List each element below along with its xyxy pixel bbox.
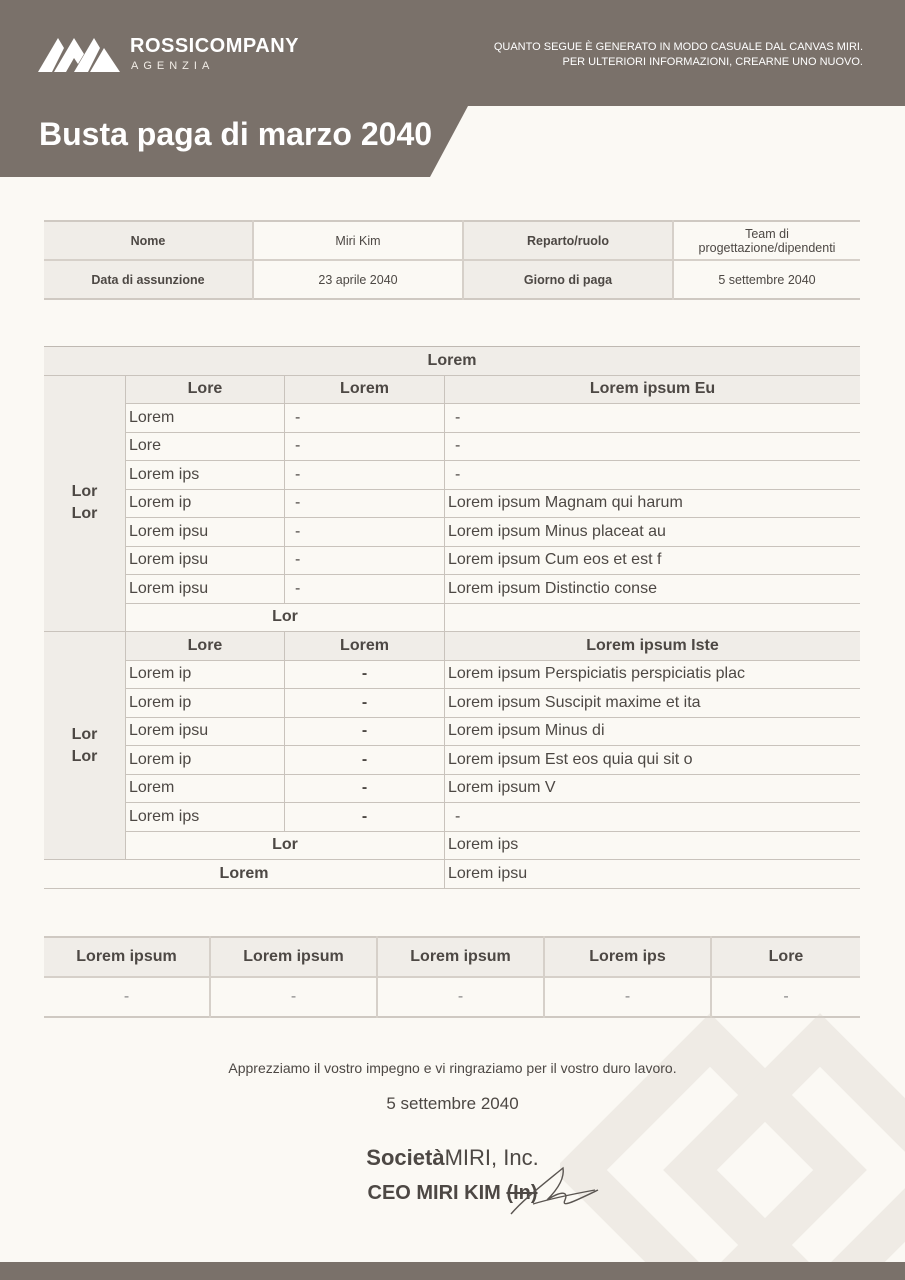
cell: - bbox=[445, 432, 861, 461]
cell: - bbox=[285, 518, 445, 547]
hire-date-value: 23 aprile 2040 bbox=[253, 260, 463, 299]
section-header-row bbox=[44, 375, 860, 404]
cell: Lorem ipsu bbox=[126, 546, 285, 575]
cell: - bbox=[285, 575, 445, 604]
info-row bbox=[44, 221, 860, 260]
summary-value: - bbox=[783, 988, 789, 1005]
column-header: Lore bbox=[126, 632, 285, 661]
table-row bbox=[44, 717, 860, 746]
total-row bbox=[44, 860, 860, 889]
cell: Lorem ipsum Distinctio conse bbox=[445, 575, 861, 604]
cell: - bbox=[285, 404, 445, 433]
summary-header: Lorem ips bbox=[544, 937, 711, 977]
company-bold: Società bbox=[366, 1145, 445, 1170]
summary-header: Lore bbox=[711, 937, 860, 977]
cell: Lorem ipsum Suscipit maxime et ita bbox=[445, 689, 861, 718]
notice-line-1: QUANTO SEGUE È GENERATO IN MODO CASUALE DAL CANVAS MIRI. bbox=[493, 41, 863, 53]
group-label-text: Lor Lor bbox=[71, 725, 98, 765]
info-row bbox=[44, 260, 860, 299]
signature-icon bbox=[503, 1160, 603, 1220]
company-line bbox=[0, 1145, 905, 1171]
closing-date: 5 settembre 2040 bbox=[386, 1094, 519, 1113]
cell: - bbox=[285, 689, 445, 718]
table-row bbox=[44, 774, 860, 803]
cell: Lorem ip bbox=[126, 489, 285, 518]
subtotal-label: Lor bbox=[126, 831, 445, 860]
ceo-line bbox=[0, 1182, 905, 1205]
name-label: Nome bbox=[44, 221, 253, 260]
cell: Lorem ip bbox=[126, 746, 285, 775]
cell: Lorem ipsum Magnam qui harum bbox=[445, 489, 861, 518]
ceo-name: CEO MIRI KIM bbox=[367, 1182, 501, 1204]
subtotal-value bbox=[445, 603, 861, 632]
cell: - bbox=[285, 546, 445, 575]
total-value: Lorem ipsu bbox=[445, 860, 861, 889]
cell: Lorem ip bbox=[126, 689, 285, 718]
department-value: Team di progettazione/dipendenti bbox=[673, 221, 860, 260]
cell: - bbox=[285, 660, 445, 689]
brand-subtitle: AGENZIA bbox=[131, 60, 215, 72]
summary-header-row bbox=[44, 937, 860, 977]
cell: - bbox=[285, 432, 445, 461]
cell: Lorem ips bbox=[126, 803, 285, 832]
table-title-row bbox=[44, 347, 860, 376]
payroll-detail-table bbox=[44, 346, 860, 889]
group-label-text: Lor Lor bbox=[71, 483, 98, 523]
cell: Lorem ip bbox=[126, 660, 285, 689]
cell: - bbox=[285, 489, 445, 518]
cell: Lorem bbox=[126, 404, 285, 433]
table-title: Lorem bbox=[44, 347, 860, 376]
table-row bbox=[44, 489, 860, 518]
cell: Lorem ipsum Minus placeat au bbox=[445, 518, 861, 547]
cell: Lorem ipsum Est eos quia qui sit o bbox=[445, 746, 861, 775]
column-header: Lore bbox=[126, 375, 285, 404]
summary-header: Lorem ipsum bbox=[210, 937, 377, 977]
cell: - bbox=[285, 774, 445, 803]
summary-value: - bbox=[377, 977, 544, 1017]
table-row bbox=[44, 803, 860, 832]
table-row bbox=[44, 660, 860, 689]
cell: - bbox=[445, 803, 861, 832]
cell: Lore bbox=[126, 432, 285, 461]
cell: Lorem ipsu bbox=[126, 518, 285, 547]
header-notice bbox=[494, 40, 863, 70]
thanks-message: Apprezziamo il vostro impegno e vi ringraziamo per il vostro duro lavoro. bbox=[228, 1060, 677, 1076]
notice-line-2: PER ULTERIORI INFORMAZIONI, CREARNE UNO NUOVO. bbox=[562, 56, 863, 68]
summary-header: Lorem ipsum bbox=[44, 937, 210, 977]
column-header: Lorem bbox=[285, 375, 445, 404]
table-row bbox=[44, 689, 860, 718]
table-row bbox=[44, 432, 860, 461]
footer-band bbox=[0, 1262, 905, 1280]
summary-value: - bbox=[210, 977, 377, 1017]
total-label: Lorem bbox=[44, 860, 445, 889]
cell: - bbox=[445, 404, 861, 433]
mountain-logo-icon bbox=[38, 34, 120, 74]
subtotal-value: Lorem ips bbox=[445, 831, 861, 860]
page-title: Busta paga di marzo 2040 bbox=[39, 116, 433, 152]
table-row bbox=[44, 518, 860, 547]
decorative-diamond-icon bbox=[560, 1000, 905, 1262]
summary-value: - bbox=[44, 977, 210, 1017]
hire-date-label: Data di assunzione bbox=[44, 260, 253, 299]
cell: - bbox=[285, 803, 445, 832]
section-group-label bbox=[44, 375, 126, 632]
brand-name: ROSSICOMPANY bbox=[130, 35, 299, 57]
column-header: Lorem ipsum Eu bbox=[445, 375, 861, 404]
cell: Lorem ipsum Minus di bbox=[445, 717, 861, 746]
cell: - bbox=[445, 461, 861, 490]
cell: Lorem ipsu bbox=[126, 717, 285, 746]
payday-label: Giorno di paga bbox=[463, 260, 673, 299]
cell: - bbox=[285, 461, 445, 490]
employee-info-table bbox=[44, 220, 860, 300]
cell: Lorem ips bbox=[126, 461, 285, 490]
company-name: MIRI, Inc. bbox=[444, 1145, 539, 1170]
cell: Lorem ipsum Perspiciatis perspiciatis plac bbox=[445, 660, 861, 689]
cell: Lorem bbox=[126, 774, 285, 803]
cell: Lorem ipsum Cum eos et est f bbox=[445, 546, 861, 575]
ceo-struck-text: (In) bbox=[506, 1182, 538, 1204]
cell: Lorem ipsum V bbox=[445, 774, 861, 803]
header-band bbox=[0, 0, 905, 106]
table-row bbox=[44, 404, 860, 433]
section-header-row bbox=[44, 632, 860, 661]
cell: - bbox=[285, 717, 445, 746]
table-row bbox=[44, 461, 860, 490]
column-header: Lorem ipsum Iste bbox=[445, 632, 861, 661]
department-label: Reparto/ruolo bbox=[463, 221, 673, 260]
name-value: Miri Kim bbox=[253, 221, 463, 260]
table-row bbox=[44, 575, 860, 604]
table-row bbox=[44, 746, 860, 775]
subtotal-row bbox=[44, 603, 860, 632]
table-row bbox=[44, 546, 860, 575]
cell: Lorem ipsu bbox=[126, 575, 285, 604]
subtotal-label: Lor bbox=[126, 603, 445, 632]
column-header: Lorem bbox=[285, 632, 445, 661]
section-group-label bbox=[44, 632, 126, 860]
payday-value: 5 settembre 2040 bbox=[718, 272, 816, 287]
summary-header: Lorem ipsum bbox=[377, 937, 544, 977]
subtotal-row bbox=[44, 831, 860, 860]
cell: - bbox=[285, 746, 445, 775]
summary-value: - bbox=[544, 977, 711, 1017]
